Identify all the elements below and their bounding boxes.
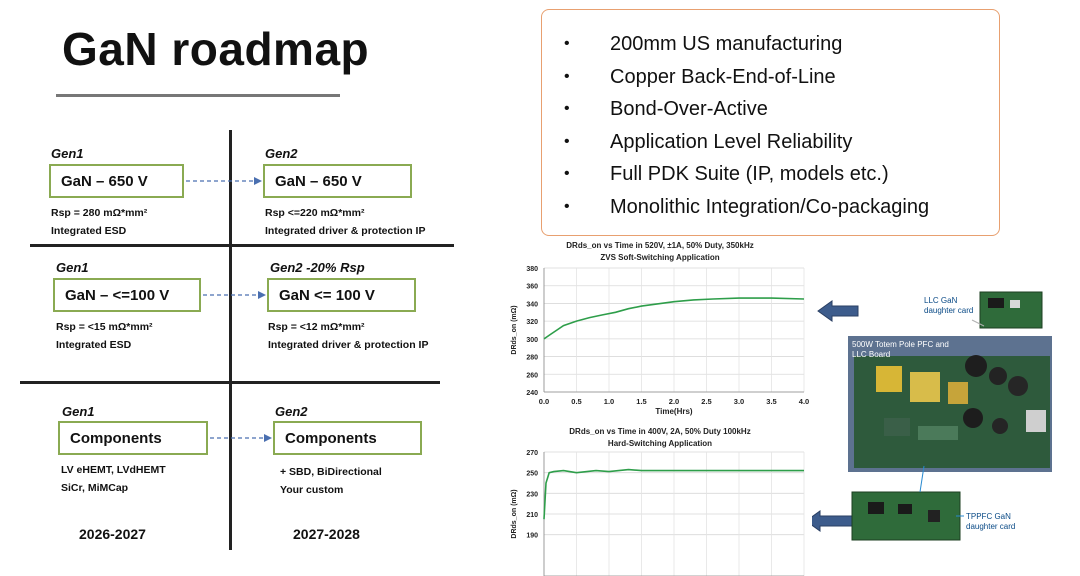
y-tick-label: 230 — [526, 491, 538, 499]
y-tick-label: 300 — [526, 336, 538, 344]
row1-left-gen: Gen1 — [51, 146, 84, 161]
chart-subtitle: ZVS Soft-Switching Application — [600, 253, 720, 262]
row2-right-notes: Rsp = <12 mΩ*mm² Integrated driver & protection IP — [268, 321, 429, 351]
page-title: GaN roadmap — [62, 23, 370, 75]
tppfc-daughter-card — [852, 492, 960, 540]
arrowhead-row2 — [258, 291, 266, 299]
row1-right-gen: Gen2 — [265, 146, 298, 161]
bullet-item: • Monolithic Integration/Co-packaging — [564, 195, 930, 218]
llc-daughter-card — [980, 292, 1042, 328]
year-left: 2026-2027 — [79, 526, 146, 542]
x-tick-label: 1.0 — [603, 397, 615, 406]
y-tick-label: 250 — [526, 470, 538, 478]
row2-left-box: GaN – <=100 V — [53, 278, 201, 312]
x-tick-label: 3.5 — [766, 397, 777, 406]
year-right: 2027-2028 — [293, 526, 360, 542]
bullet-item: • Application Level Reliability — [564, 130, 853, 153]
chart-subtitle: Hard-Switching Application — [607, 439, 713, 448]
row1-right-box: GaN – 650 V — [263, 164, 412, 198]
x-tick-label: 1.5 — [636, 397, 647, 406]
y-tick-label: 270 — [526, 450, 538, 457]
row2-left-notes: Rsp = <15 mΩ*mm² Integrated ESD — [56, 321, 153, 351]
row3-right-box: Components — [273, 421, 422, 455]
y-tick-label: 340 — [526, 301, 538, 309]
y-tick-label: 320 — [526, 319, 538, 327]
row3-right-gen: Gen2 — [275, 404, 308, 419]
y-tick-label: 240 — [526, 390, 538, 397]
y-tick-label: 190 — [526, 532, 538, 540]
y-axis-label: DRds_on (mΩ) — [511, 305, 518, 355]
row3-left-gen: Gen1 — [62, 404, 95, 419]
row2-right-box: GaN <= 100 V — [267, 278, 416, 312]
x-tick-label: 2.5 — [701, 397, 712, 406]
row3-left-notes: LV eHEMT, LVdHEMT SiCr, MiMCap — [61, 464, 166, 494]
y-tick-label: 260 — [526, 372, 538, 380]
row1-right-notes: Rsp <=220 mΩ*mm² Integrated driver & protection IP — [265, 207, 426, 237]
chart-title: DRds_on vs Time in 400V, 2A, 50% Duty 100kHz — [569, 427, 751, 436]
row3-left-box: Components — [58, 421, 208, 455]
row2-left-gen: Gen1 — [56, 260, 89, 275]
chart-title: DRds_on vs Time in 520V, ±1A, 50% Duty, 350kHz — [566, 241, 754, 250]
llc-daughter-card-label: LLC GaN daughter card — [924, 296, 974, 315]
board-photo-illustration — [848, 286, 1058, 548]
row1-left-box: GaN – 650 V — [49, 164, 184, 198]
x-tick-label: 0.0 — [538, 397, 550, 406]
bullet-item: • Bond-Over-Active — [564, 98, 768, 120]
row3-right-notes: + SBD, BiDirectional Your custom — [280, 466, 382, 496]
y-tick-label: 210 — [526, 512, 538, 519]
y-tick-label: 380 — [526, 266, 538, 273]
x-tick-label: 0.5 — [571, 397, 582, 406]
arrowhead-row1 — [254, 177, 262, 185]
board-label: 500W Totem Pole PFC and LLC Board — [852, 340, 949, 359]
arrowhead-row3 — [264, 434, 272, 442]
tppfc-daughter-card-label: TPPFC GaN daughter card — [966, 512, 1016, 531]
x-tick-label: 2.0 — [668, 397, 680, 406]
row2-right-gen: Gen2 -20% Rsp — [270, 260, 365, 275]
y-axis-label: DRds_on (mΩ) — [511, 489, 518, 539]
x-tick-label: 4.0 — [798, 397, 810, 406]
x-tick-label: 3.0 — [733, 397, 745, 406]
y-tick-label: 360 — [526, 283, 538, 291]
reliability-charts — [500, 236, 820, 576]
bullet-item: • Full PDK Suite (IP, models etc.) — [564, 163, 889, 185]
feature-bullets-panel — [541, 9, 1000, 236]
y-tick-label: 280 — [526, 354, 538, 362]
x-axis-label: Time(Hrs) — [655, 407, 693, 416]
row1-left-notes: Rsp = 280 mΩ*mm² Integrated ESD — [51, 207, 148, 237]
bullet-item: • Copper Back-End-of-Line — [564, 65, 836, 88]
bullet-item: • 200mm US manufacturing — [564, 33, 843, 55]
